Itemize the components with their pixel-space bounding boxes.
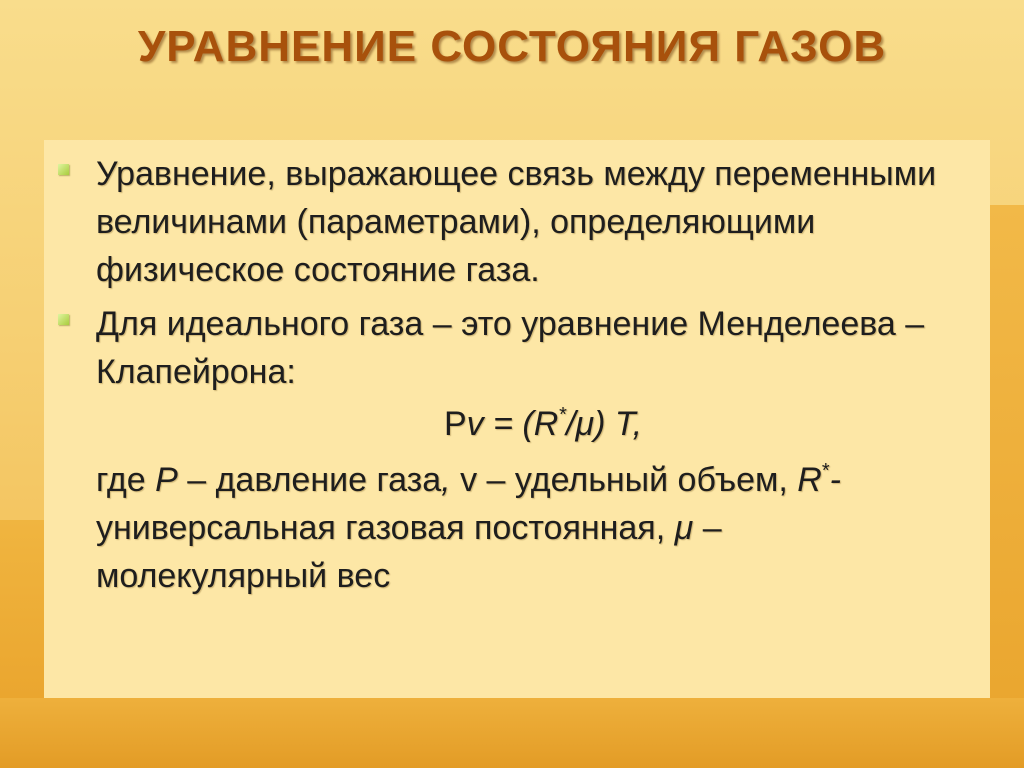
formula-r-star: * — [558, 404, 567, 426]
formula-v-eq-r: v = (R — [466, 405, 559, 443]
decorative-bottom-block — [0, 698, 1024, 768]
formula — [96, 398, 950, 450]
defs-p-desc: – давление газа — [177, 461, 442, 499]
bullet-item-2 — [96, 300, 950, 396]
definitions-paragraph — [96, 456, 950, 600]
defs-comma: , — [441, 461, 461, 499]
bullet-square-icon — [58, 314, 69, 325]
defs-r-symbol: R — [797, 461, 822, 499]
content-box — [44, 140, 990, 698]
formula-rest: /μ) T, — [566, 405, 643, 443]
defs-p-symbol: P — [155, 461, 178, 499]
slide-title: УРАВНЕНИЕ СОСТОЯНИЯ ГАЗОВ — [137, 22, 887, 71]
defs-mu-symbol: μ — [674, 509, 694, 547]
defs-r-desc: универсальная газовая постоянная, — [96, 509, 675, 547]
bullet-item-1 — [96, 150, 950, 294]
decorative-right-block — [990, 205, 1024, 768]
defs-mu-desc: – молекулярный вес — [96, 509, 722, 595]
bullet-text-2: Для идеального газа – это уравнение Менделеева – Клапейрона: — [96, 305, 925, 391]
defs-lead: где — [96, 461, 156, 499]
defs-v-desc: v – удельный объем, — [460, 461, 798, 499]
formula-p: P — [443, 405, 467, 443]
defs-r-star: * — [821, 460, 830, 482]
bullet-square-icon — [58, 164, 69, 175]
bullet-text-1: Уравнение, выражающее связь между переменными величинами (параметрами), определяющими физическое состояние газа. — [96, 155, 937, 289]
defs-r-dash: - — [829, 461, 841, 499]
